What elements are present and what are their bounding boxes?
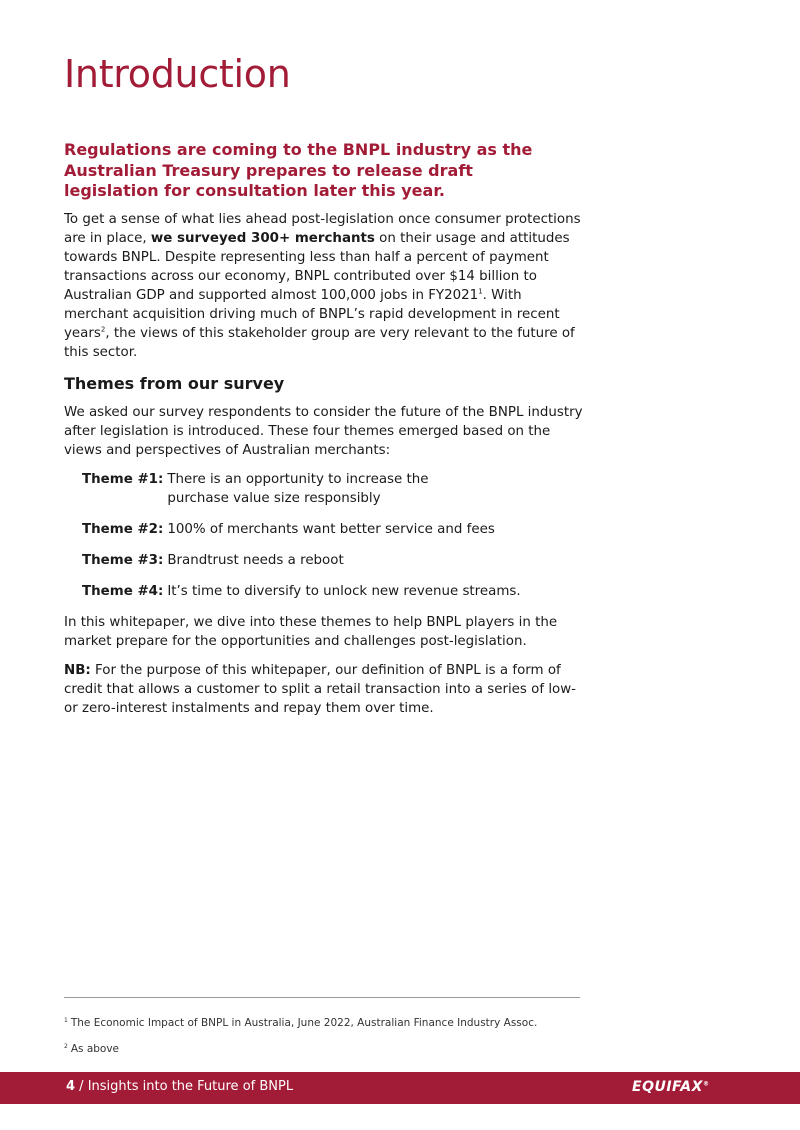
footer-separator: / <box>75 1079 88 1094</box>
themes-intro: We asked our survey respondents to consider the future of the BNPL industry after legislation is introduced. These four themes emerged based on the views and perspectives of Australian merchants: <box>64 405 583 458</box>
theme-item-1 <box>82 470 584 508</box>
themes-heading: Themes from our survey <box>64 374 285 393</box>
theme-label: Theme #4: <box>82 584 164 599</box>
footer-bar <box>0 1072 800 1104</box>
theme-text: Brandtrust needs a reboot <box>167 553 344 568</box>
footer-text <box>66 1079 293 1094</box>
footnote-ref-1: 1 <box>478 287 483 296</box>
intro-text-a: To get a sense of what lies ahead post-legislation once consumer protections are in place, <box>64 212 581 246</box>
footnote-ref-2: 2 <box>100 325 106 334</box>
logo-mark: ® <box>702 1080 710 1088</box>
lead-paragraph: Regulations are coming to the BNPL industry as the Australian Treasury prepares to release draft legislation for consultation later this year. <box>64 140 533 200</box>
theme-text: 100% of merchants want better service and fees <box>167 522 495 537</box>
main-content <box>64 210 584 718</box>
equifax-logo <box>632 1079 709 1095</box>
intro-bold: we surveyed 300+ merchants <box>150 231 375 246</box>
footer-doc-title: Insights into the Future of BNPL <box>87 1079 294 1094</box>
theme-item-2 <box>82 520 584 539</box>
nb-paragraph <box>64 661 584 718</box>
footnote-divider <box>64 997 580 998</box>
intro-text-c: . With merchant acquisition driving much of BNPL’s rapid development in recent years <box>64 288 560 341</box>
nb-label: NB: <box>64 663 91 678</box>
intro-text-b: on their usage and attitudes towards BNPL. Despite representing less than half a percent of payment transactions across our economy, BNPL contributed over $14 billion to Australian GDP and supported almost 100,000 jobs in FY2021 <box>64 231 570 303</box>
theme-label: Theme #1: <box>82 472 164 487</box>
logo-text: EQUIFAX <box>632 1079 703 1095</box>
intro-text-d: , the views of this stakeholder group are very relevant to the future of this sector. <box>64 326 575 360</box>
footnote-number: 2 <box>64 1042 68 1050</box>
footnote-text: As above <box>70 1043 120 1055</box>
intro-paragraph <box>64 210 584 362</box>
theme-text: It’s time to diversify to unlock new revenue streams. <box>167 584 521 599</box>
theme-text: There is an opportunity to increase the purchase value size responsibly <box>167 472 429 506</box>
page-number: 4 <box>66 1079 76 1094</box>
theme-list <box>64 470 584 601</box>
footnote-1 <box>64 1017 537 1029</box>
theme-item-4 <box>82 582 584 601</box>
theme-label: Theme #3: <box>82 553 164 568</box>
theme-label: Theme #2: <box>82 522 164 537</box>
footnote-text: The Economic Impact of BNPL in Australia, June 2022, Australian Finance Industry Assoc. <box>70 1017 538 1029</box>
footnote-number: 1 <box>64 1016 68 1024</box>
closing-paragraph: In this whitepaper, we dive into these themes to help BNPL players in the market prepare for the opportunities and challenges post-legislation. <box>64 615 558 649</box>
footnote-2 <box>64 1043 119 1055</box>
theme-item-3 <box>82 551 584 570</box>
nb-text: For the purpose of this whitepaper, our definition of BNPL is a form of credit that allows a customer to split a retail transaction into a series of low- or zero-interest instalments and repay them over time. <box>64 663 577 716</box>
page-title: Introduction <box>64 52 291 96</box>
